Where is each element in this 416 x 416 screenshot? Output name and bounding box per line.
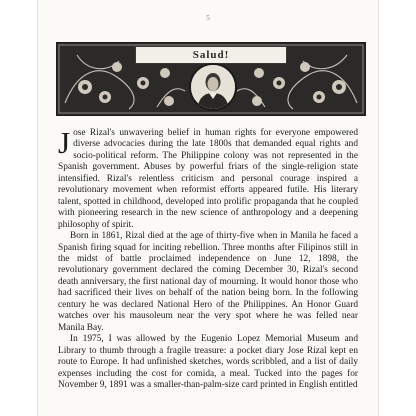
title-banner xyxy=(135,46,287,64)
banner-title: Salud! xyxy=(192,49,230,61)
body-text xyxy=(58,125,358,391)
book-page xyxy=(38,0,378,416)
paragraph: In 1975, I was allowed by the Eugenio Lopez Memorial Museum and Library to thumb through a fragile treasure: a pocket diary Jose Rizal kept en route to Europe. It had unfinished sketches, words scribbled, and a list of daily expenses including the cost for comida, a meal. Tucked into the pages for November 9, 1891 was a smaller-than-palm-size card printed in English entitled xyxy=(58,334,358,390)
page-marker: 5 xyxy=(206,14,210,22)
drop-cap: J xyxy=(58,125,71,160)
portrait-medallion xyxy=(189,63,237,111)
paragraph: Born in 1861, Rizal died at the age of thirty-five when in Manila he faced a Spanish firing squad for inciting rebellion. Three months after Filipinos still in the midst of battle proclaimed independence on June 12, 1898, the revolutionary government declared the coming December 30, Rizal's second death anniversary, the first national day of mourning. It would honor those who had sacrificed their lives on behalf of the nation being born. In the following century he was declared National Hero of the Philippines. An Honor Guard watches over his mausoleum near the very spot where he was felled near Manila Bay. xyxy=(58,231,358,333)
paragraph: Jose Rizal's unwavering belief in human rights for everyone empowered diverse advocacies during the late 1800s that demanded equal rights and socio-political reform. The Philippine colony was not represented in the Spanish government. Abuses by powerful friars of the single-religion state intensified. Rizal's relentless criticism and personal courage inspired a revolutionary movement when reformist efforts appeared futile. His literary talent, spotted in childhood, developed into prolific propaganda that he coupled with pioneering research in the new science of anthropology and a deepening philosophy of spirit. xyxy=(58,125,358,230)
ornamental-header xyxy=(56,42,366,116)
portrait-icon xyxy=(191,65,235,109)
